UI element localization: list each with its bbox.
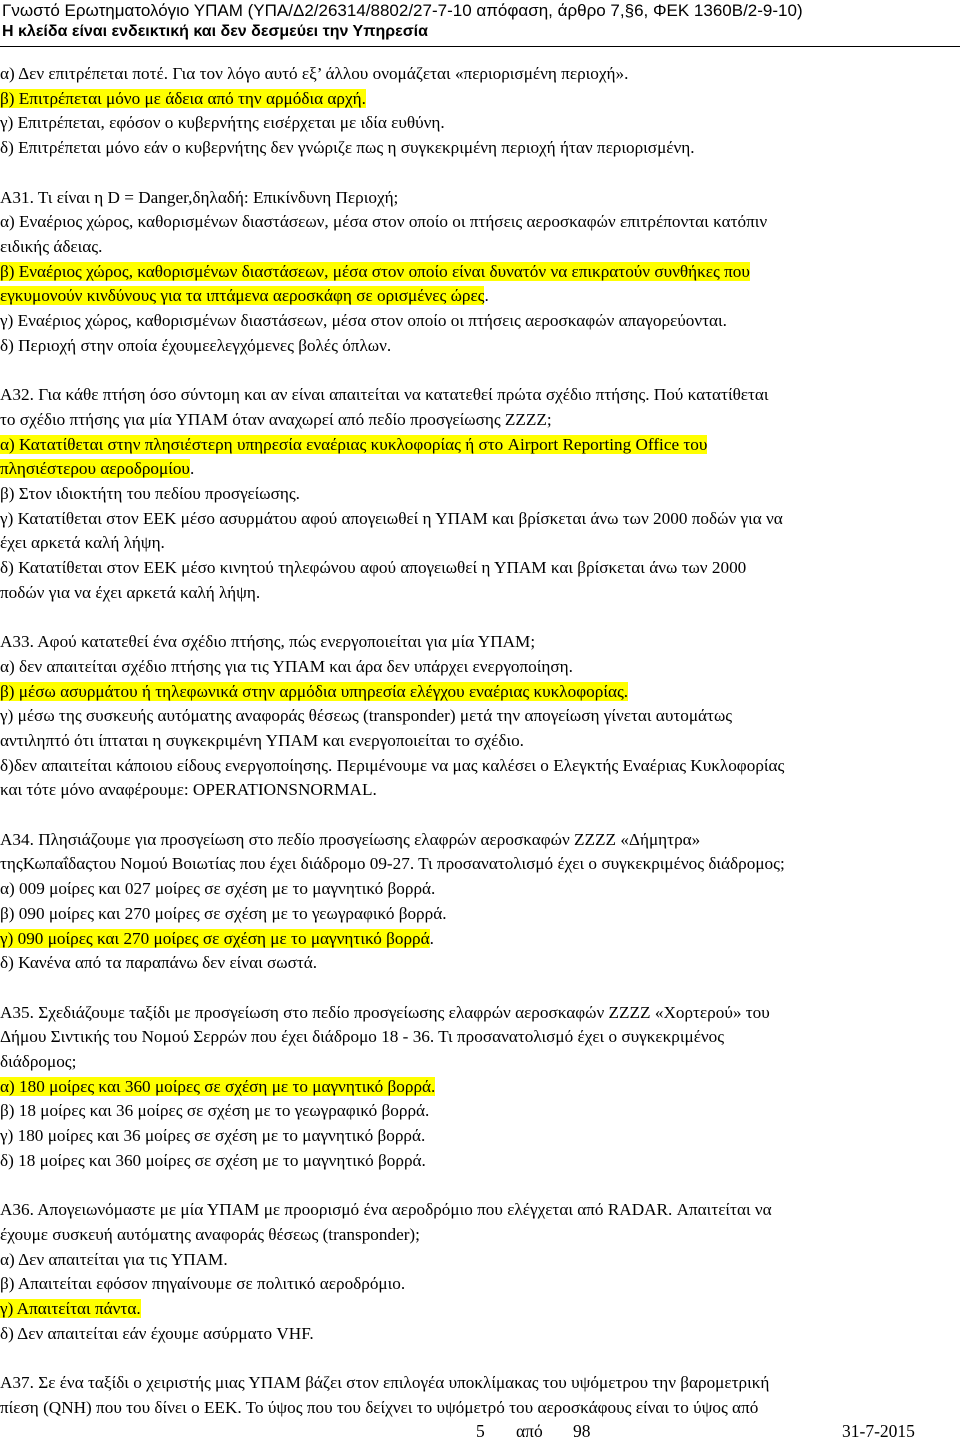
text-line [0, 902, 447, 926]
line-text: β) Στον ιδιοκτήτη του πεδίου προσγείωσης. [0, 483, 300, 503]
line-text: έχει αρκετά καλή λήψη. [0, 533, 165, 553]
text-line [0, 507, 783, 531]
footer-date: 31-7-2015 [842, 1421, 915, 1441]
text-line [0, 852, 785, 876]
text-line [0, 1322, 314, 1346]
text-line [0, 778, 377, 802]
text-line [0, 87, 366, 111]
text-line [0, 754, 784, 778]
page-footer [0, 1420, 960, 1442]
line-text: δ) Επιτρέπεται μόνο εάν ο κυβερνήτης δεν γνώριζε πως η συγκεκριμένη περιοχή ήταν περιορισμένη. [0, 138, 695, 158]
text-line [0, 111, 445, 135]
line-text: δ) Κατατίθεται στον ΕΕΚ μέσο κινητού τηλεφώνου αφού απογειωθεί η ΥΠΑΜ και βρίσκεται άνω των 2000 [0, 558, 747, 577]
text-line [0, 1297, 141, 1321]
highlighted-answer: εγκυμονούν κινδύνους για τα ιπτάμενα αεροσκάφη σε ορισμένες ώρες [0, 286, 485, 306]
text-line [0, 408, 552, 432]
line-text: και τότε μόνο αναφέρουμε: OPERATIONSNORMAL. [0, 780, 377, 800]
text-line [0, 655, 573, 679]
line-text: Α37. Σε ένα ταξίδι ο χειριστής μιας ΥΠΑΜ βάζει στον επιλογέα υποκλίμακας του υψόμετρου την βαρομετρική [0, 1373, 770, 1393]
header-subtitle: Η κλείδα είναι ενδεικτική και δεν δεσμεύει την Υπηρεσία [2, 23, 428, 40]
line-text: γ) Επιτρέπεται, εφόσον ο κυβερνήτης εισέρχεται με ιδία ευθύνη. [0, 113, 445, 133]
page-total: 98 [573, 1421, 591, 1441]
text-line [0, 1075, 435, 1099]
line-text: Α34. Πλησιάζουμε για προσγείωση στο πεδίο προσγείωσης ελαφρών αεροσκαφών ΖΖΖΖ «Δήμητρα» [0, 829, 701, 849]
page-of-label: από [516, 1421, 543, 1441]
text-line [0, 531, 165, 555]
text-line [0, 828, 700, 852]
text-line [0, 1149, 426, 1173]
text-line [0, 62, 628, 86]
line-text: β) 090 μοίρες και 270 μοίρες σε σχέση με το γεωγραφικό βορρά. [0, 903, 447, 923]
text-line [0, 482, 300, 506]
line-text: β) 18 μοίρες και 36 μοίρες σε σχέση με το γεωγραφικό βορρά. [0, 1101, 430, 1121]
text-line [0, 1001, 770, 1025]
text-line [0, 284, 489, 308]
text-line [0, 1371, 769, 1395]
line-tail: . [189, 459, 195, 479]
text-line [0, 951, 317, 975]
text-line [0, 309, 727, 333]
line-text: γ) 180 μοίρες και 36 μοίρες σε σχέση με το μαγνητικό βορρά. [0, 1126, 426, 1146]
text-line [0, 1099, 429, 1123]
line-text: Α35. Σχεδιάζουμε ταξίδι με προσγείωση στο πεδίο προσγείωσης ελαφρών αεροσκαφών ΖΖΖΖ «Χορτερού» του [0, 1002, 770, 1022]
line-text: δ) 18 μοίρες και 360 μοίρες σε σχέση με το μαγνητικό βορρά. [0, 1150, 426, 1170]
text-line [0, 457, 194, 481]
text-line [0, 235, 102, 259]
line-text: δ) Περιοχή στην οποία έχουμεελεγχόμενες βολές όπλων. [0, 335, 392, 355]
text-line [0, 1124, 425, 1148]
text-line [0, 383, 769, 407]
text-line [0, 433, 707, 457]
text-line [0, 729, 524, 753]
text-line [0, 1223, 420, 1247]
highlighted-answer: α) 180 μοίρες και 360 μοίρες σε σχέση με το μαγνητικό βορρά. [0, 1076, 436, 1096]
line-text: το σχέδιο πτήσης για μία ΥΠΑΜ όταν αναχωρεί από πεδίο προσγείωσης ΖΖΖΖ; [0, 409, 552, 429]
line-text: α) 009 μοίρες και 027 μοίρες σε σχέση με το μαγνητικό βορρά. [0, 879, 436, 899]
line-tail: . [429, 928, 434, 948]
line-text: Α33. Αφού κατατεθεί ένα σχέδιο πτήσης, πώς ενεργοποιείται για μία ΥΠΑΜ; [0, 632, 536, 652]
text-line [0, 556, 746, 580]
page-header [0, 0, 960, 47]
highlighted-answer: β) Εναέριος χώρος, καθορισμένων διαστάσεων, μέσα στον οποίο είναι δυνατόν να επικρατούν συνθήκες που [0, 261, 750, 281]
text-line [0, 1050, 76, 1074]
line-text: δ) Κανένα από τα παραπάνω δεν είναι σωστά. [0, 953, 318, 973]
text-line [0, 927, 434, 951]
line-tail: . [484, 286, 489, 306]
line-text: ποδών για να έχει αρκετά καλή λήψη. [0, 582, 261, 602]
text-line [0, 1025, 724, 1049]
line-text: α) Εναέριος χώρος, καθορισμένων διαστάσεων, μέσα στον οποίο οι πτήσεις αεροσκαφών επιτρέπονται κατόπιν [0, 212, 768, 232]
text-line [0, 1396, 758, 1420]
text-line [0, 334, 391, 358]
text-line [0, 1248, 228, 1272]
text-line [0, 680, 628, 704]
highlighted-answer: β) μέσω ασυρμάτου ή τηλεφωνικά στην αρμόδια υπηρεσία ελέγχου εναέριας κυκλοφορίας. [0, 681, 629, 701]
text-line [0, 1272, 405, 1296]
highlighted-answer: γ) 090 μοίρες και 270 μοίρες σε σχέση με το μαγνητικό βορρά [0, 928, 430, 948]
line-text: ειδικής άδειας. [0, 236, 103, 256]
highlighted-answer: β) Επιτρέπεται μόνο με άδεια από την αρμόδια αρχή. [0, 88, 366, 108]
line-text: β) Απαιτείται εφόσον πηγαίνουμε σε πολιτικό αεροδρόμιο. [0, 1274, 406, 1294]
line-text: Α31. Τι είναι η D = Danger,δηλαδή: Επικίνδυνη Περιοχή; [0, 187, 399, 207]
highlighted-answer: πλησιέστερου αεροδρομίου [0, 459, 190, 479]
highlighted-answer: α) Κατατίθεται στην πλησιέστερη υπηρεσία εναέριας κυκλοφορίας ή στο Airport Reporting Office του [0, 434, 708, 454]
text-line [0, 704, 732, 728]
line-text: δ) Δεν απαιτείται εάν έχουμε ασύρματο VHF. [0, 1323, 314, 1343]
line-text: α) Δεν απαιτείται για τις ΥΠΑΜ. [0, 1249, 228, 1269]
line-text: έχουμε συσκευή αυτόματης αναφοράς θέσεως (transponder); [0, 1224, 420, 1244]
text-line [0, 210, 767, 234]
text-line [0, 630, 535, 654]
highlighted-answer: γ) Απαιτείται πάντα. [0, 1299, 141, 1318]
line-text: γ) μέσω της συσκευής αυτόματης αναφοράς θέσεως (transponder) μετά την απογείωση γίνεται αυτομάτως [0, 706, 733, 726]
text-line [0, 1198, 772, 1222]
line-text: γ) Εναέριος χώρος, καθορισμένων διαστάσεων, μέσα στον οποίο οι πτήσεις αεροσκαφών απαγορεύονται. [0, 311, 727, 330]
header-title: Γνωστό Ερωτηματολόγιο ΥΠΑΜ (ΥΠΑ/Δ2/26314/8802/27-7-10 απόφαση, άρθρο 7,§6, ΦΕΚ 1360Β/2-9-10) [2, 1, 803, 20]
line-text: Δήμου Σιντικής του Νομού Σερρών που έχει διάδρομο 18 - 36. Τι προσανατολισμό έχει ο συγκεκριμένος [0, 1027, 725, 1047]
line-text: γ) Κατατίθεται στον ΕΕΚ μέσο ασυρμάτου αφού απογειωθεί η ΥΠΑΜ και βρίσκεται άνω των 2000 ποδών για να [0, 508, 783, 528]
text-line [0, 136, 695, 160]
line-text: δ)δεν απαιτείται κάποιου είδους ενεργοποίησης. Περιμένουμε να μας καλέσει ο Ελεγκτής Εναέριας Κυκλοφορίας [0, 755, 785, 775]
text-line [0, 581, 260, 605]
text-line [0, 260, 750, 284]
text-line [0, 877, 435, 901]
page-number: 5 [476, 1421, 485, 1441]
line-text: αντιληπτό ότι ίπταται η συγκεκριμένη ΥΠΑΜ και ενεργοποιείται το σχέδιο. [0, 730, 524, 750]
line-text: Α32. Για κάθε πτήση όσο σύντομη και αν είναι απαιτείται να κατατεθεί πρώτα σχέδιο πτήσης. Πού κατατίθεται [0, 385, 769, 405]
line-text: Α36. Απογειωνόμαστε με μία ΥΠΑΜ με προορισμό ένα αεροδρόμιο που ελέγχεται από RADAR. Απαιτείται να [0, 1200, 772, 1220]
line-text: διάδρομος; [0, 1052, 77, 1071]
line-text: τηςΚωπαΐδαςτου Νομού Βοιωτίας που έχει διάδρομο 09-27. Τι προσανατολισμό έχει ο συγκεκριμένος διάδρομος; [0, 854, 785, 874]
text-line [0, 186, 398, 210]
line-text: πίεση (QNH) που του δίνει ο ΕΕΚ. Το ύψος που του δείχνει το υψόμετρό του αεροσκάφους είναι το ύψος από [0, 1397, 759, 1417]
line-text: α) Δεν επιτρέπεται ποτέ. Για τον λόγο αυτό εξ’ άλλου ονομάζεται «περιορισμένη περιοχή». [0, 64, 629, 83]
line-text: α) δεν απαιτείται σχέδιο πτήσης για τις ΥΠΑΜ και άρα δεν υπάρχει ενεργοποίηση. [0, 656, 573, 676]
